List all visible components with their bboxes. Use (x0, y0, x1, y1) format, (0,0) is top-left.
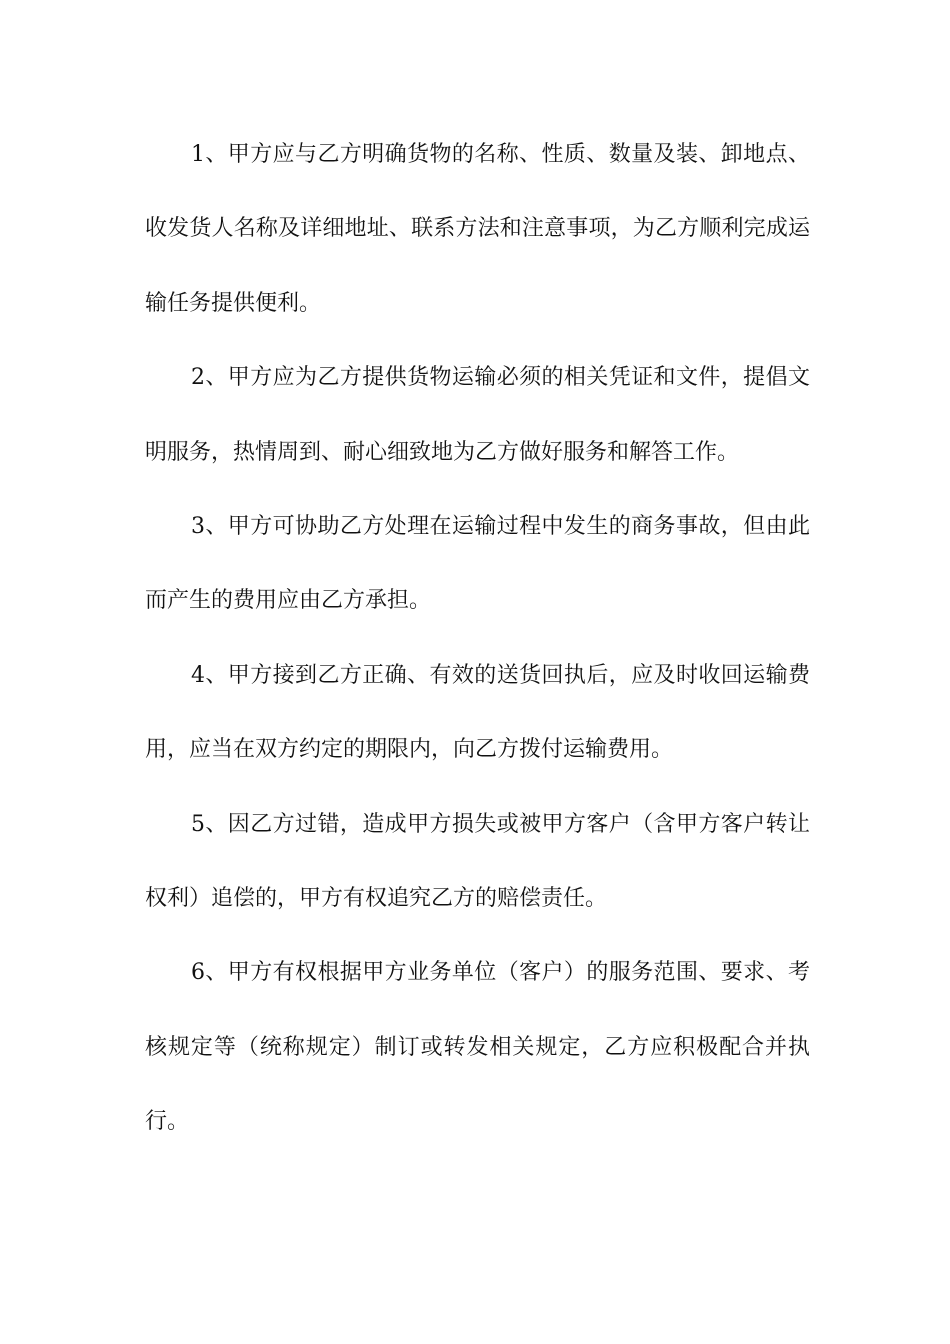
paragraph-4: 4、甲方接到乙方正确、有效的送货回执后，应及时收回运输费用，应当在双方约定的期限内，向乙方拨付运输费用。 (145, 662, 810, 763)
paragraph-2: 2、甲方应为乙方提供货物运输必须的相关凭证和文件，提倡文明服务，热情周到、耐心细致地为乙方做好服务和解答工作。 (145, 365, 810, 465)
document-page (145, 118, 810, 1160)
paragraph-6: 6、甲方有权根据甲方业务单位（客户）的服务范围、要求、考核规定等（统称规定）制订或转发相关规定，乙方应积极配合并执行。 (145, 960, 810, 1135)
paragraph-5: 5、因乙方过错，造成甲方损失或被甲方客户（含甲方客户转让权利）追偿的，甲方有权追究乙方的赔偿责任。 (145, 811, 810, 912)
paragraph-1: 1、甲方应与乙方明确货物的名称、性质、数量及装、卸地点、收发货人名称及详细地址、联系方法和注意事项，为乙方顺利完成运输任务提供便利。 (145, 142, 810, 316)
paragraph-3: 3、甲方可协助乙方处理在运输过程中发生的商务事故，但由此而产生的费用应由乙方承担。 (145, 514, 810, 614)
